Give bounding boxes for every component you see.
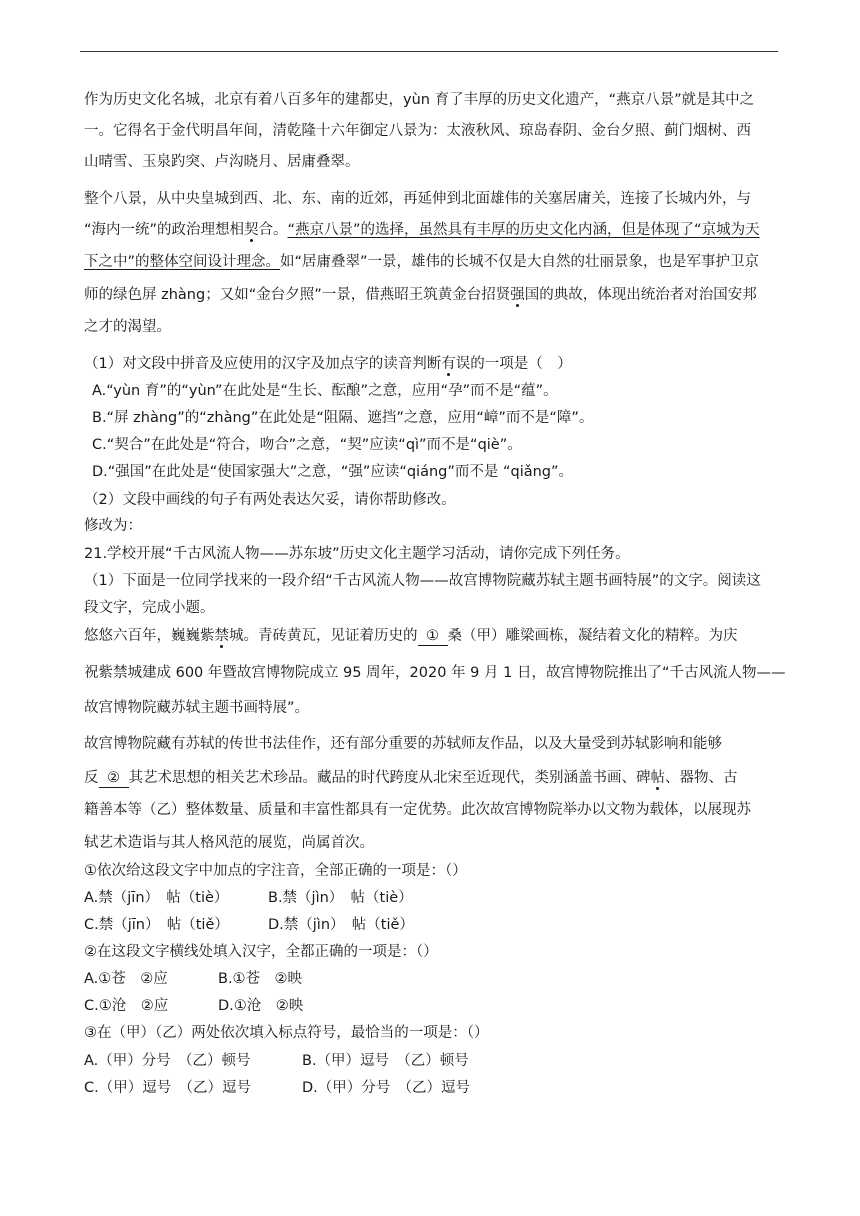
q1-option-d[interactable]: D.“强国”在此处是“使国家强大”之意，“强”应读“qiáng”而不是 “qiǎng”。 [92,464,574,480]
q21-passage-a-line1 [84,622,778,651]
q21-passage-a-line3: 故宫博物院藏苏轼主题书画特展”。 [84,700,310,716]
text-segment: 桑（甲）雕梁画栋，凝结着文化的精粹。为庆 [447,628,738,644]
sub2-option-c[interactable]: C.①沧 ②应 [84,998,169,1014]
dotted-char: 帖 [650,770,665,786]
q1-stem [84,353,778,375]
sub2-option-a[interactable]: A.①苍 ②应 [84,971,168,987]
text-segment: 如“居庸叠翠”一景，雄伟的长城不仅是大自然的壮丽景象，也是军事护卫京 [280,254,760,270]
fill-blank-2[interactable]: ② [99,769,129,788]
sub1-option-d[interactable]: D.禁（jìn） 帖（tiě） [268,917,414,933]
passage2-line4 [84,281,778,310]
sub1-option-a[interactable]: A.禁（jīn） 帖（tiè） [84,890,229,906]
dotted-char: 禁 [214,628,229,644]
sub2-stem: ②在这段文字横线处填入汉字，全都正确的一项是：（） [84,944,438,960]
text-segment: 国的典故，体现出统治者对治国安邦 [524,287,757,303]
passage1-line2: 一。它得名于金代明昌年间，清乾隆十六年御定八景为：太液秋风、琼岛春阴、金台夕照、蓟门烟树、西 [84,123,751,139]
dotted-char: 有 [441,356,456,372]
text-segment: 合。 [258,222,288,238]
fill-blank-1[interactable]: ① [418,627,448,646]
q21-passage-b-line1: 故宫博物院藏有苏轼的传世书法佳作，还有部分重要的苏轼师友作品，以及大量受到苏轼影响和能够 [84,736,722,752]
q2-stem: （2）文段中画线的句子有两处表达欠妥，请你帮助修改。 [84,492,456,508]
passage2-line5: 之才的渴望。 [84,319,171,335]
text-segment: 误的一项是（ ） [455,356,572,372]
passage1-line1: 作为历史文化名城，北京有着八百多年的建都史，yùn 育了丰厚的历史文化遗产，“燕京八景”就是其中之 [84,92,755,108]
text-segment: 反 [84,770,99,786]
text-segment: （1）对文段中拼音及应使用的汉字及加点字的读音判断 [84,356,442,372]
passage2-line1: 整个八景，从中央皇城到西、北、东、南的近郊，再延伸到北面雄伟的关塞居庸关，连接了长城内外，与 [84,191,751,207]
q1-option-c[interactable]: C.“契合”在此处是“符合，吻合”之意，“契”应读“qì”而不是“qiè”。 [92,437,522,453]
sub3-option-b[interactable]: B.（甲）逗号 （乙）顿号 [302,1053,469,1069]
dotted-char: 契 [244,222,259,238]
text-segment: 其艺术思想的相关艺术珍品。藏品的时代跨度从北宋至近现代，类别涵盖书画、碑 [128,770,651,786]
q21-title: 21.学校开展“千古风流人物——苏东坡”历史文化主题学习活动，请你完成下列任务。 [84,546,630,562]
q2-answer-label: 修改为： [84,518,142,534]
q1-option-a[interactable]: A.“yùn 育”的“yùn”在此处是“生长、酝酿”之意，应用“孕”而不是“蕴”。 [92,383,558,399]
q21-passage-b-line2 [84,764,778,793]
q1-option-b[interactable]: B.“屏 zhàng”的“zhàng”在此处是“阻隔、遮挡”之意，应用“嶂”而不是“障”。 [92,410,594,426]
sub1-stem: ①依次给这段文字中加点的字注音，全部正确的一项是：（） [84,863,467,879]
sub3-option-a[interactable]: A.（甲）分号 （乙）顿号 [84,1053,251,1069]
sub3-option-c[interactable]: C.（甲）逗号 （乙）逗号 [84,1080,251,1096]
underlined-sentence: “燕京八景”的选择，虽然具有丰厚的历史文化内涵，但是体现了“京城为天 [287,222,760,238]
sub2-option-d[interactable]: D.①沧 ②映 [218,998,304,1014]
passage2-line2 [84,216,778,245]
passage1-line3: 山晴雪、玉泉趵突、卢沟晓月、居庸叠翠。 [84,154,360,170]
text-segment: 悠悠六百年，巍巍紫 [84,628,215,644]
q21-passage-b-line3: 籍善本等（乙）整体数量、质量和丰富性都具有一定优势。此次故宫博物院举办以文物为载体，以展现苏 [84,802,751,818]
sub3-stem: ③在（甲）（乙）两处依次填入标点符号，最恰当的一项是：（） [84,1025,489,1041]
sub2-option-b[interactable]: B.①苍 ②映 [218,971,303,987]
dotted-char: 强 [510,287,525,303]
q21-intro-line2: 段文字，完成小题。 [84,600,215,616]
text-segment: 、器物、古 [665,770,738,786]
underlined-sentence: 下之中”的整体空间设计理念。 [84,254,281,270]
sub1-option-b[interactable]: B.禁（jìn） 帖（tiè） [268,890,413,906]
q21-passage-a-line2: 祝紫禁城建成 600 年暨故宫博物院成立 95 周年，2020 年 9 月 1 日，故宫博物院推出了“千古风流人物—— [84,665,786,681]
sub3-option-d[interactable]: D.（甲）分号 （乙）逗号 [302,1080,471,1096]
text-segment: “海内一统”的政治理想相 [84,222,245,238]
text-segment: 师的绿色屏 zhàng；又如“金台夕照”一景，借燕昭王筑黄金台招贤 [84,287,511,303]
sub1-option-c[interactable]: C.禁（jīn） 帖（tiě） [84,917,229,933]
passage2-line3 [84,248,778,277]
q21-intro-line1: （1）下面是一位同学找来的一段介绍“千古风流人物——故宫博物院藏苏轼主题书画特展”的文字。阅读这 [84,573,761,589]
q21-passage-b-line4: 轼艺术造诣与其人格风范的展览，尚属首次。 [84,835,374,851]
header-rule [80,51,778,52]
text-segment: 城。青砖黄瓦，见证着历史的 [229,628,418,644]
